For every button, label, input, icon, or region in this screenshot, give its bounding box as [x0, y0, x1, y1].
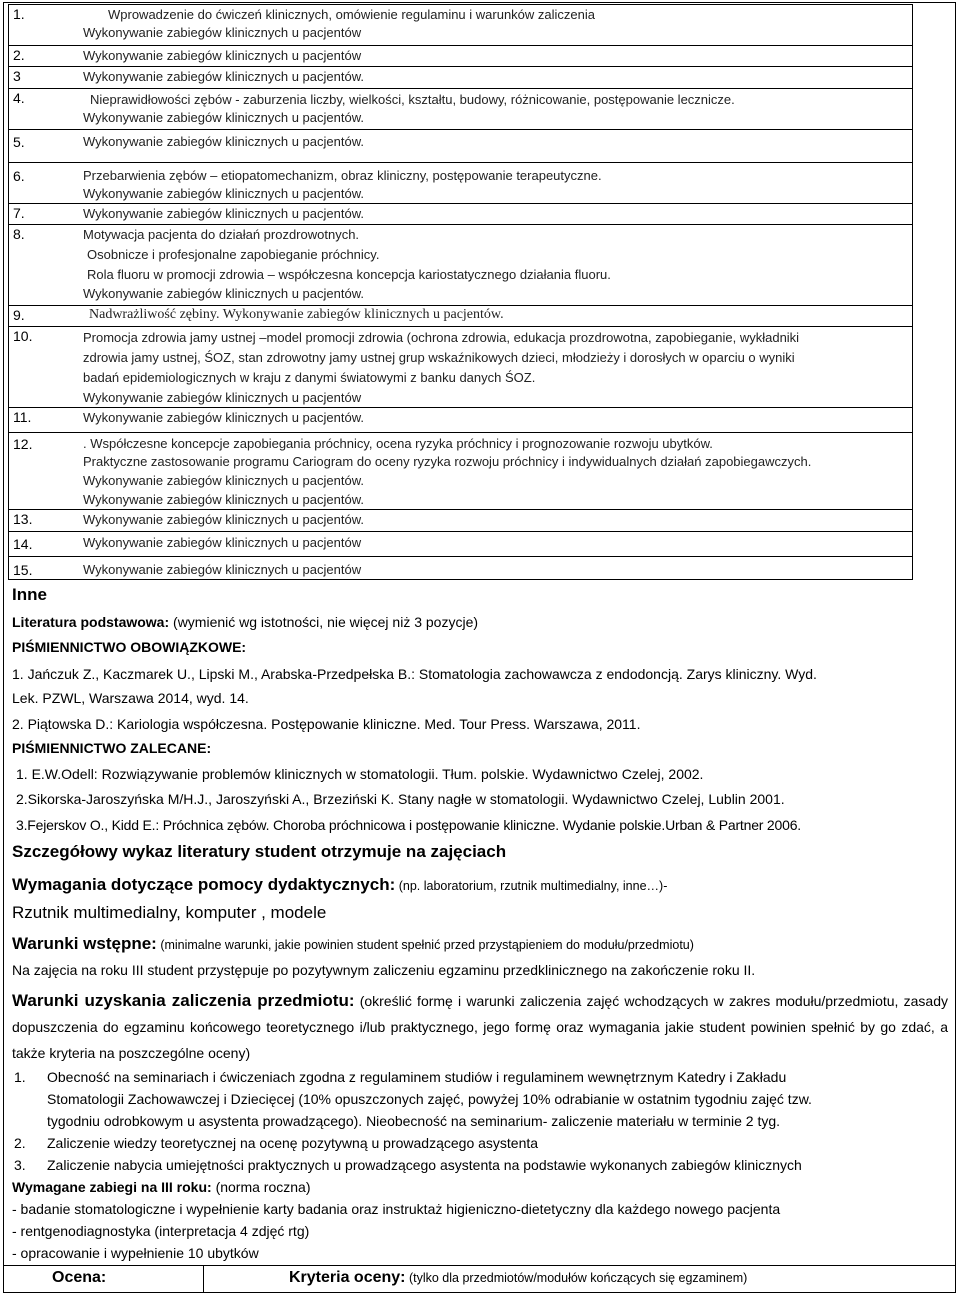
row-line: Wykonywanie zabiegów klinicznych u pacjentów.: [83, 410, 364, 425]
row-line: Wykonywanie zabiegów klinicznych u pacjentów: [83, 535, 362, 550]
topics-table: [8, 4, 913, 580]
row-line: zdrowia jamy ustnej, ŚOZ, stan zdrowotny jamy ustnej grup wskaźnikowych dzieci, młodzieży i dorosłych w oparciu o wyniki: [83, 350, 795, 365]
row-line: Nadwrażliwość zębiny. Wykonywanie zabiegów klinicznych u pacjentów.: [89, 307, 504, 322]
row-line: Wykonywanie zabiegów klinicznych u pacjentów.: [83, 110, 364, 125]
row-number: 8.: [13, 226, 25, 242]
row-line: Wykonywanie zabiegów klinicznych u pacjentów: [83, 562, 362, 577]
kryteria-heading: [289, 1269, 747, 1287]
table-row: [9, 531, 912, 556]
reference-line: 3.Fejerskov O., Kidd E.: Próchnica zębów. Choroba próchnicowa i postępowanie kliniczne. Wydanie polskie.Urban & Partner 2006.: [16, 817, 801, 833]
row-line: badań epidemiologicznych w kraju z danymi światowymi z banku danych ŚOZ.: [83, 370, 536, 385]
obowiazkowe-heading: PIŚMIENNICTWO OBOWIĄZKOWE:: [12, 639, 247, 655]
row-number: 10.: [13, 328, 33, 344]
wymagania-heading: [12, 875, 667, 895]
list-number: 1.: [14, 1069, 26, 1085]
inne-label: Inne: [12, 585, 47, 604]
table-row: [9, 432, 912, 509]
row-line: Wykonywanie zabiegów klinicznych u pacjentów.: [83, 473, 364, 488]
table-row: [9, 305, 912, 326]
row-number: 3: [13, 68, 21, 84]
table-row: [9, 45, 912, 66]
list-line: Zaliczenie nabycia umiejętności praktycznych u prowadzącego asystenta na podstawie wykonanych zabiegów klinicznych: [47, 1157, 802, 1173]
list-number: 2.: [14, 1135, 26, 1151]
row-number: 9.: [13, 307, 25, 323]
row-number: 6.: [13, 168, 25, 184]
literatura-heading: [12, 614, 478, 630]
ocena-row: [4, 1265, 955, 1293]
reference-line: 2. Piątowska D.: Kariologia współczesna. Postępowanie kliniczne. Med. Tour Press. Warszawa, 2011.: [12, 716, 641, 732]
ocena-label: Ocena:: [52, 1269, 107, 1286]
row-line: Promocja zdrowia jamy ustnej –model promocji zdrowia (ochrona zdrowia, edukacja prozdrowotna, zapobieganie, wykładniki: [83, 330, 800, 345]
warunki-wstepne-label: Warunki wstępne:: [12, 934, 157, 953]
table-row: [9, 556, 912, 580]
table-row: [9, 162, 912, 203]
zabiegi-note: (norma roczna): [211, 1179, 311, 1195]
table-row: [9, 88, 912, 129]
row-number: 1.: [13, 6, 25, 22]
row-number: 7.: [13, 205, 25, 221]
zabieg-line: - opracowanie i wypełnienie 10 ubytków: [12, 1245, 259, 1261]
list-line: Obecność na seminariach i ćwiczeniach zgodna z regulaminem studiów i regulaminem wewnętrznym Katedry i Zakładu: [47, 1069, 787, 1085]
row-line: Wykonywanie zabiegów klinicznych u pacjentów.: [83, 206, 364, 221]
row-line: Rola fluoru w promocji zdrowia – współczesna koncepcja kariostatycznego działania fluoru.: [87, 267, 611, 282]
warunki-wstepne-heading: [12, 934, 694, 954]
table-row: [9, 326, 912, 407]
wymagania-label: Wymagania dotyczące pomocy dydaktycznych:: [12, 875, 396, 894]
zabiegi-heading: [12, 1179, 311, 1195]
row-line: Wykonywanie zabiegów klinicznych u pacjentów: [83, 48, 362, 63]
row-line: Wykonywanie zabiegów klinicznych u pacjentów.: [83, 286, 364, 301]
list-line: Zaliczenie wiedzy teoretycznej na ocenę pozytywną u prowadzącego asystenta: [47, 1135, 539, 1151]
row-number: 15.: [13, 562, 33, 578]
table-row: [9, 407, 912, 432]
row-line: Wykonywanie zabiegów klinicznych u pacjentów: [83, 390, 362, 405]
row-line: Wykonywanie zabiegów klinicznych u pacjentów.: [83, 134, 364, 149]
zalecane-heading: PIŚMIENNICTWO ZALECANE:: [12, 740, 212, 756]
ocena-divider: [203, 1266, 204, 1293]
row-line: Wykonywanie zabiegów klinicznych u pacjentów.: [83, 186, 364, 201]
row-line: Nieprawidłowości zębów - zaburzenia liczby, wielkości, kształtu, budowy, różnicowanie, postępowanie lecznicze.: [90, 92, 735, 107]
row-number: 4.: [13, 90, 25, 106]
kryteria-note: (tylko dla przedmiotów/modułów kończących się egzaminem): [405, 1271, 748, 1285]
zabiegi-label: Wymagane zabiegi na III roku:: [12, 1179, 212, 1195]
warunki-wstepne-note: (minimalne warunki, jakie powinien student spełnić przed przystąpieniem do modułu/przedmiotu): [156, 938, 694, 952]
row-number: 11.: [13, 409, 32, 425]
table-row: [9, 203, 912, 224]
reference-line: 2.Sikorska-Jaroszyńska M/H.J., Jaroszyński A., Brzeziński K. Stany nagłe w stomatologii. Wydawnictwo Czelej, Lublin 2001.: [16, 791, 785, 807]
table-row: [9, 66, 912, 88]
warunki-zaliczenia-label: Warunki uzyskania zaliczenia przedmiotu:: [12, 991, 355, 1010]
row-line: Wykonywanie zabiegów klinicznych u pacjentów.: [83, 512, 364, 527]
table-row: [9, 129, 912, 162]
row-line: Praktyczne zastosowanie programu Cariogram do oceny ryzyka rozwoju próchnicy i indywidualnych działań zapobiegawczych.: [83, 454, 812, 469]
kryteria-label: Kryteria oceny:: [289, 1269, 406, 1286]
row-number: 5.: [13, 134, 25, 150]
row-line: Wykonywanie zabiegów klinicznych u pacjentów.: [83, 492, 364, 507]
list-line: Stomatologii Zachowawczej i Dziecięcej (10% opuszczonych zajęć, powyżej 10% odrabianie w ostatnim tygodniu zajęć tzw.: [47, 1091, 812, 1107]
zabieg-line: - badanie stomatologiczne i wypełnienie karty badania oraz instruktaż higieniczno-dietetyczny dla każdego nowego pacjenta: [12, 1201, 781, 1217]
table-row: [9, 4, 912, 45]
row-number: 14.: [13, 536, 33, 552]
reference-line: 1. E.W.Odell: Rozwiązywanie problemów klinicznych w stomatologii. Tłum. polskie. Wydawnictwo Czelej, 2002.: [16, 766, 704, 782]
row-line: Wykonywanie zabiegów klinicznych u pacjentów: [83, 25, 362, 40]
row-number: 2.: [13, 47, 25, 63]
reference-line: 1. Jańczuk Z., Kaczmarek U., Lipski M., Arabska-Przedpełska B.: Stomatologia zachowawcza z endodoncją. Zarys kliniczny. Wyd.: [12, 666, 817, 682]
row-line: Wykonywanie zabiegów klinicznych u pacjentów.: [83, 69, 364, 84]
row-line: Osobnicze i profesjonalne zapobieganie próchnicy.: [87, 247, 380, 262]
literatura-note: (wymienić wg istotności, nie więcej niż 3 pozycje): [169, 614, 479, 630]
row-number: 13.: [13, 511, 33, 527]
warunki-wstepne-value: Na zajęcia na roku III student przystępuje po pozytywnym zaliczeniu egzaminu przedklinicznego na zakończenie roku II.: [12, 962, 756, 978]
warunki-zaliczenia-paragraph: [12, 988, 948, 1066]
table-row: [9, 509, 912, 531]
row-number: 12.: [13, 436, 33, 452]
list-line: tygodniu odrobkowym u asystenta prowadzącego). Nieobecność na seminarium- zaliczenie materiału w terminie 2 tyg.: [47, 1113, 781, 1129]
reference-line: Lek. PZWL, Warszawa 2014, wyd. 14.: [12, 690, 249, 706]
wymagania-value: Rzutnik multimedialny, komputer , modele: [12, 903, 327, 922]
row-line: Wprowadzenie do ćwiczeń klinicznych, omówienie regulaminu i warunków zaliczenia: [108, 7, 595, 22]
row-line: Motywacja pacjenta do działań prozdrowotnych.: [83, 227, 360, 242]
row-line: . Współczesne koncepcje zapobiegania próchnicy, ocena ryzyka próchnicy i prognozowanie rozwoju ubytków.: [83, 436, 713, 451]
list-number: 3.: [14, 1157, 26, 1173]
wymagania-note: (np. laboratorium, rzutnik multimedialny, inne…)-: [395, 879, 668, 893]
zabieg-line: - rentgenodiagnostyka (interpretacja 4 zdjęć rtg): [12, 1223, 310, 1239]
table-row: [9, 224, 912, 305]
row-line: Przebarwienia zębów – etiopatomechanizm, obraz kliniczny, postępowanie terapeutyczne.: [83, 168, 602, 183]
szczegolowy-wykaz: Szczegółowy wykaz literatury student otrzymuje na zajęciach: [12, 842, 507, 861]
literatura-label: Literatura podstawowa:: [12, 614, 170, 630]
warunki-zaliczenia-intro: (określić formę i warunki zaliczenia zajęć wchodzących w zakres modułu/przedmiotu, zasady dopuszczenia do egzaminu końcowego teoretycznego i/lub praktycznego, jego formę oraz wymagania jakie student powinien spełnić by go zdać, a także kryteria na poszczególne oceny): [12, 993, 948, 1061]
